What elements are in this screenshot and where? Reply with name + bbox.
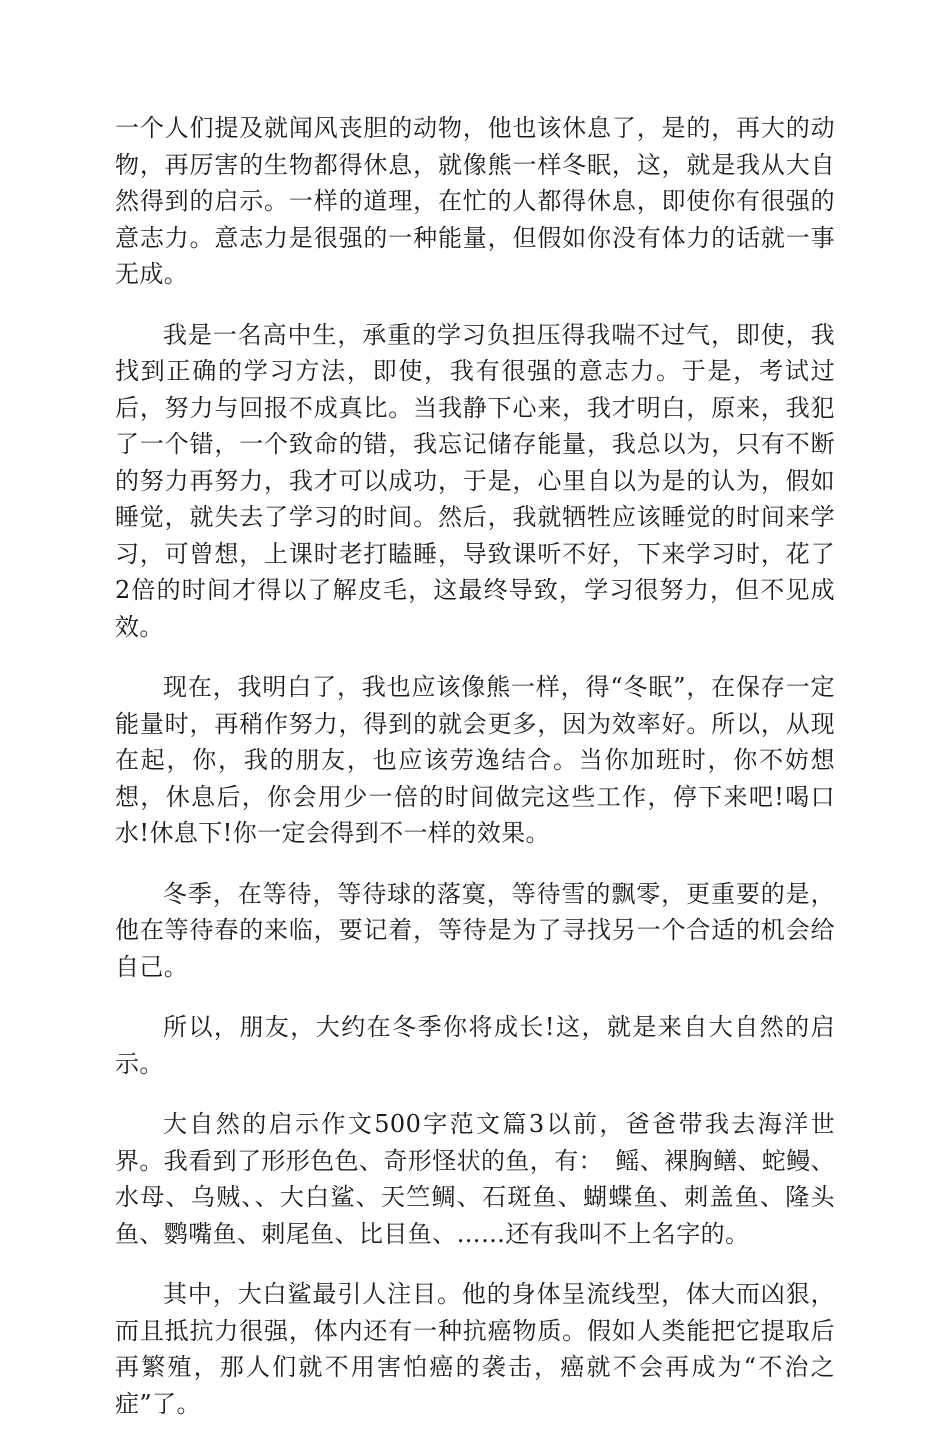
paragraph: 一个人们提及就闻风丧胆的动物，他也该休息了，是的，再大的动物，再厉害的生物都得休息，就像熊一样冬眠，这，就是我从大自然得到的启示。一样的道理，在忙的人都得休息，即使你有很强的意志力。意志力是很强的一种能量，但假如你没有体力的话就一事无成。 bbox=[115, 114, 835, 288]
paragraph: 大自然的启示作文500字范文篇3以前，爸爸带我去海洋世界。我看到了形形色色、奇形怪状的鱼，有： 鳐、裸胸鳝、蛇鳗、水母、乌贼、、大白鲨、天竺鲷、石斑鱼、蝴蝶鱼、刺盖鱼、隆头鱼、鹦嘴鱼、刺尾鱼、比目鱼、……还有我叫不上名字的。 bbox=[115, 1110, 835, 1248]
paragraph: 所以，朋友，大约在冬季你将成长!这，就是来自大自然的启示。 bbox=[115, 1013, 835, 1078]
paragraph: 冬季，在等待，等待球的落寞，等待雪的飘零，更重要的是，他在等待春的来临，要记着，等待是为了寻找另一个合适的机会给自己。 bbox=[115, 879, 835, 981]
paragraph: 其中，大白鲨最引人注目。他的身体呈流线型，体大而凶狠，而且抵抗力很强，体内还有一种抗癌物质。假如人类能把它提取后再繁殖，那人们就不用害怕癌的袭击，癌就不会再成为“不治之症”了。 bbox=[115, 1280, 835, 1418]
document-page bbox=[115, 110, 835, 1446]
paragraph: 我是一名高中生，承重的学习负担压得我喘不过气，即使，我找到正确的学习方法，即使，我有很强的意志力。于是，考试过后，努力与回报不成真比。当我静下心来，我才明白，原来，我犯了一个错，一个致命的错，我忘记储存能量，我总以为，只有不断的努力再努力，我才可以成功，于是，心里自以为是的认为，假如睡觉，就失去了学习的时间。然后，我就牺牲应该睡觉的时间来学习，可曾想，上课时老打瞌睡，导致课听不好，下来学习时，花了2倍的时间才得以了解皮毛，这最终导致，学习很努力，但不见成效。 bbox=[115, 320, 835, 641]
paragraph: 现在，我明白了，我也应该像熊一样，得“冬眠”，在保存一定能量时，再稍作努力，得到的就会更多，因为效率好。所以，从现在起，你，我的朋友，也应该劳逸结合。当你加班时，你不妨想想，休息后，你会用少一倍的时间做完这些工作，停下来吧!喝口水!休息下!你一定会得到不一样的效果。 bbox=[115, 673, 835, 847]
